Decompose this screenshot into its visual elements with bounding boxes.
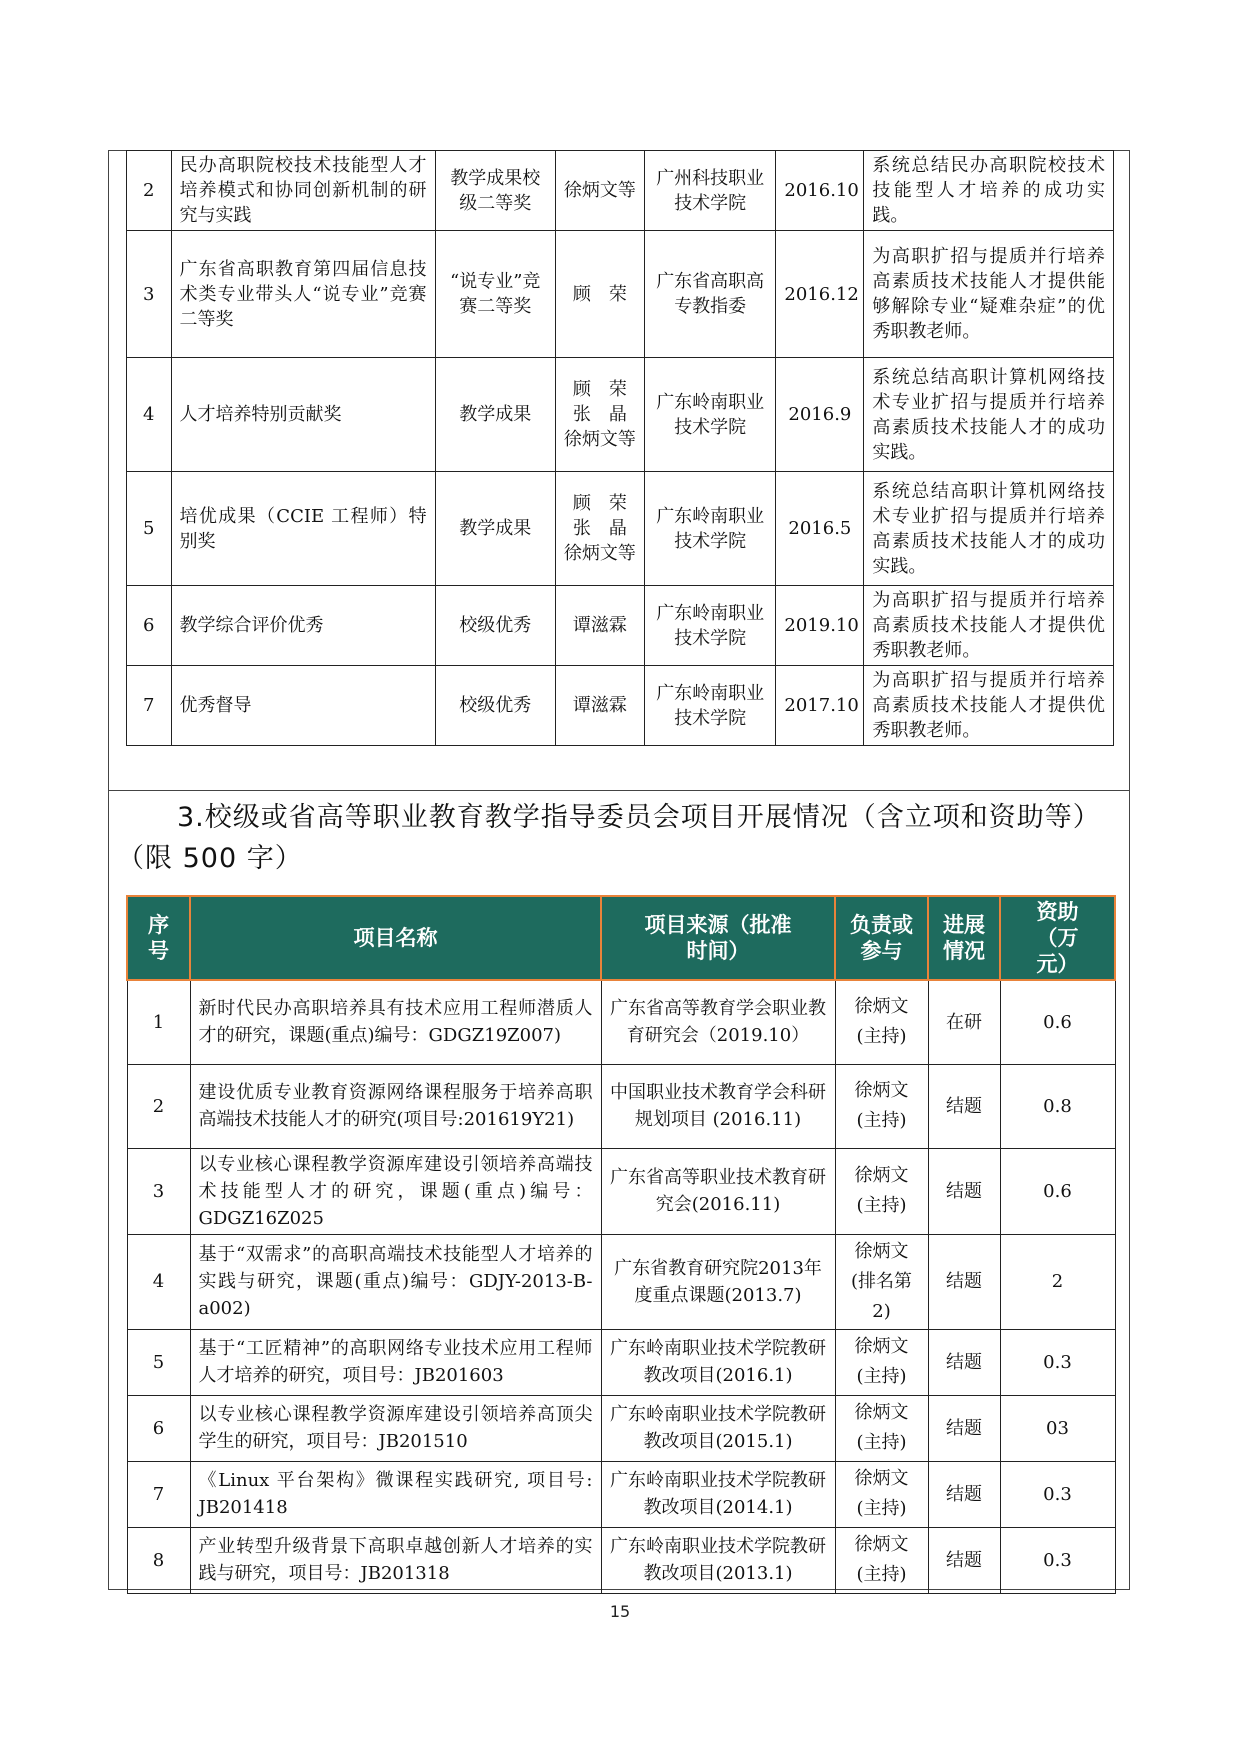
project-fund: 2 bbox=[1000, 1234, 1115, 1329]
project-role: 徐炳文(主持) bbox=[835, 1527, 928, 1593]
project-name: 基于“双需求”的高职高端技术技能型人才培养的实践与研究，课题(重点)编号：GDJY-2013-B-a002) bbox=[190, 1234, 601, 1329]
award-no: 6 bbox=[127, 586, 172, 666]
award-type: “说专业”竞赛二等奖 bbox=[435, 231, 555, 358]
project-role: 徐炳文(排名第2) bbox=[835, 1234, 928, 1329]
project-source: 广东省高等职业技术教育研究会(2016.11) bbox=[601, 1148, 835, 1234]
award-desc: 系统总结高职计算机网络技术专业扩招与提质并行培养高素质技术技能人才的成功实践。 bbox=[864, 472, 1114, 586]
award-desc: 为高职扩招与提质并行培养高素质技术技能人才提供能够解除专业“疑难杂症”的优秀职教老师。 bbox=[864, 231, 1114, 358]
award-desc: 为高职扩招与提质并行培养高素质技术技能人才提供优秀职教老师。 bbox=[864, 666, 1114, 746]
award-org: 广东省高职高专教指委 bbox=[644, 231, 775, 358]
table-row bbox=[127, 1461, 1115, 1527]
award-date: 2019.10 bbox=[776, 586, 864, 666]
award-name: 教学综合评价优秀 bbox=[171, 586, 435, 666]
award-person: 顾 荣 张 晶 徐炳文等 bbox=[555, 358, 644, 472]
project-fund: 0.3 bbox=[1000, 1527, 1115, 1593]
header-role: 负责或参与 bbox=[835, 896, 928, 980]
award-name: 民办高职院校技术技能型人才培养模式和协同创新机制的研究与实践 bbox=[171, 151, 435, 231]
award-name: 人才培养特别贡献奖 bbox=[171, 358, 435, 472]
project-fund: 0.3 bbox=[1000, 1461, 1115, 1527]
project-source: 中国职业技术教育学会科研规划项目 (2016.11) bbox=[601, 1064, 835, 1148]
project-no: 6 bbox=[127, 1395, 190, 1461]
header-no: 序号 bbox=[127, 896, 190, 980]
award-date: 2017.10 bbox=[776, 666, 864, 746]
section-heading-text: 3.校级或省高等职业教育教学指导委员会项目开展情况（含立项和资助等）（限 500 字） bbox=[117, 802, 1101, 874]
table-row bbox=[127, 586, 1114, 666]
projects-table-header bbox=[127, 896, 1115, 980]
project-no: 1 bbox=[127, 980, 190, 1064]
award-person: 谭滋霖 bbox=[555, 666, 644, 746]
project-source: 广东岭南职业技术学院教研教改项目(2014.1) bbox=[601, 1461, 835, 1527]
table-row bbox=[127, 231, 1114, 358]
table-row bbox=[127, 1329, 1115, 1395]
project-role: 徐炳文(主持) bbox=[835, 1064, 928, 1148]
award-type: 教学成果 bbox=[435, 358, 555, 472]
award-name: 广东省高职教育第四届信息技术类专业带头人“说专业”竞赛二等奖 bbox=[171, 231, 435, 358]
project-source: 广东省高等教育学会职业教育研究会（2019.10） bbox=[601, 980, 835, 1064]
project-role: 徐炳文(主持) bbox=[835, 1329, 928, 1395]
project-name: 产业转型升级背景下高职卓越创新人才培养的实践与研究，项目号：JB201318 bbox=[190, 1527, 601, 1593]
award-type: 教学成果 bbox=[435, 472, 555, 586]
table-row bbox=[127, 980, 1115, 1064]
project-no: 2 bbox=[127, 1064, 190, 1148]
table-row bbox=[127, 1395, 1115, 1461]
award-org: 广东岭南职业技术学院 bbox=[644, 472, 775, 586]
award-no: 5 bbox=[127, 472, 172, 586]
header-status: 进展情况 bbox=[928, 896, 1000, 980]
project-status: 结题 bbox=[928, 1064, 1000, 1148]
award-name: 培优成果（CCIE 工程师）特别奖 bbox=[171, 472, 435, 586]
award-org: 广东岭南职业技术学院 bbox=[644, 666, 775, 746]
award-date: 2016.10 bbox=[776, 151, 864, 231]
award-person: 顾 荣 bbox=[555, 231, 644, 358]
project-no: 4 bbox=[127, 1234, 190, 1329]
table-row bbox=[127, 1234, 1115, 1329]
awards-table-body bbox=[127, 151, 1114, 746]
project-status: 结题 bbox=[928, 1329, 1000, 1395]
project-name: 以专业核心课程教学资源库建设引领培养高端技术技能型人才的研究，课题(重点)编号：GDGZ16Z025 bbox=[190, 1148, 601, 1234]
award-type: 校级优秀 bbox=[435, 586, 555, 666]
table-row bbox=[127, 1148, 1115, 1234]
header-row bbox=[127, 896, 1115, 980]
section-divider bbox=[108, 790, 1130, 791]
project-fund: 0.8 bbox=[1000, 1064, 1115, 1148]
project-name: 新时代民办高职培养具有技术应用工程师潜质人才的研究，课题(重点)编号：GDGZ19Z007) bbox=[190, 980, 601, 1064]
project-fund: 0.6 bbox=[1000, 1148, 1115, 1234]
project-source: 广东岭南职业技术学院教研教改项目(2013.1) bbox=[601, 1527, 835, 1593]
award-desc: 系统总结高职计算机网络技术专业扩招与提质并行培养高素质技术技能人才的成功实践。 bbox=[864, 358, 1114, 472]
project-source: 广东岭南职业技术学院教研教改项目(2016.1) bbox=[601, 1329, 835, 1395]
project-status: 结题 bbox=[928, 1395, 1000, 1461]
project-role: 徐炳文(主持) bbox=[835, 1395, 928, 1461]
award-org: 广东岭南职业技术学院 bbox=[644, 586, 775, 666]
project-status: 结题 bbox=[928, 1461, 1000, 1527]
table-row bbox=[127, 151, 1114, 231]
project-status: 结题 bbox=[928, 1527, 1000, 1593]
project-no: 3 bbox=[127, 1148, 190, 1234]
award-person: 谭滋霖 bbox=[555, 586, 644, 666]
award-date: 2016.12 bbox=[776, 231, 864, 358]
award-no: 4 bbox=[127, 358, 172, 472]
project-status: 在研 bbox=[928, 980, 1000, 1064]
project-source: 广东岭南职业技术学院教研教改项目(2015.1) bbox=[601, 1395, 835, 1461]
project-no: 5 bbox=[127, 1329, 190, 1395]
award-date: 2016.9 bbox=[776, 358, 864, 472]
award-person: 徐炳文等 bbox=[555, 151, 644, 231]
project-name: 基于“工匠精神”的高职网络专业技术应用工程师人才培养的研究，项目号：JB201603 bbox=[190, 1329, 601, 1395]
award-no: 7 bbox=[127, 666, 172, 746]
award-org: 广州科技职业技术学院 bbox=[644, 151, 775, 231]
project-no: 7 bbox=[127, 1461, 190, 1527]
table-row bbox=[127, 1527, 1115, 1593]
table-row bbox=[127, 666, 1114, 746]
project-role: 徐炳文(主持) bbox=[835, 1148, 928, 1234]
table-row bbox=[127, 1064, 1115, 1148]
section-heading bbox=[117, 797, 1122, 879]
award-desc: 为高职扩招与提质并行培养高素质技术技能人才提供优秀职教老师。 bbox=[864, 586, 1114, 666]
project-fund: 03 bbox=[1000, 1395, 1115, 1461]
table-row bbox=[127, 472, 1114, 586]
award-desc: 系统总结民办高职院校技术技能型人才培养的成功实践。 bbox=[864, 151, 1114, 231]
award-type: 校级优秀 bbox=[435, 666, 555, 746]
award-name: 优秀督导 bbox=[171, 666, 435, 746]
project-status: 结题 bbox=[928, 1148, 1000, 1234]
award-person: 顾 荣 张 晶 徐炳文等 bbox=[555, 472, 644, 586]
page-number: 15 bbox=[609, 1602, 631, 1621]
award-no: 2 bbox=[127, 151, 172, 231]
award-no: 3 bbox=[127, 231, 172, 358]
award-type: 教学成果校级二等奖 bbox=[435, 151, 555, 231]
award-date: 2016.5 bbox=[776, 472, 864, 586]
projects-table-body bbox=[127, 980, 1115, 1593]
project-status: 结题 bbox=[928, 1234, 1000, 1329]
project-source: 广东省教育研究院2013年度重点课题(2013.7) bbox=[601, 1234, 835, 1329]
awards-table bbox=[126, 150, 1114, 746]
project-name: 建设优质专业教育资源网络课程服务于培养高职高端技术技能人才的研究(项目号:201619Y21) bbox=[190, 1064, 601, 1148]
award-org: 广东岭南职业技术学院 bbox=[644, 358, 775, 472]
table-row bbox=[127, 358, 1114, 472]
project-role: 徐炳文(主持) bbox=[835, 980, 928, 1064]
project-name: 以专业核心课程教学资源库建设引领培养高顶尖学生的研究，项目号：JB201510 bbox=[190, 1395, 601, 1461]
project-fund: 0.6 bbox=[1000, 980, 1115, 1064]
project-fund: 0.3 bbox=[1000, 1329, 1115, 1395]
project-no: 8 bbox=[127, 1527, 190, 1593]
header-fund: 资助（万元） bbox=[1000, 896, 1115, 980]
header-source: 项目来源（批准时间） bbox=[601, 896, 835, 980]
header-name: 项目名称 bbox=[190, 896, 601, 980]
project-name: 《Linux 平台架构》微课程实践研究, 项目号: JB201418 bbox=[190, 1461, 601, 1527]
projects-table bbox=[126, 895, 1116, 1594]
project-role: 徐炳文(主持) bbox=[835, 1461, 928, 1527]
